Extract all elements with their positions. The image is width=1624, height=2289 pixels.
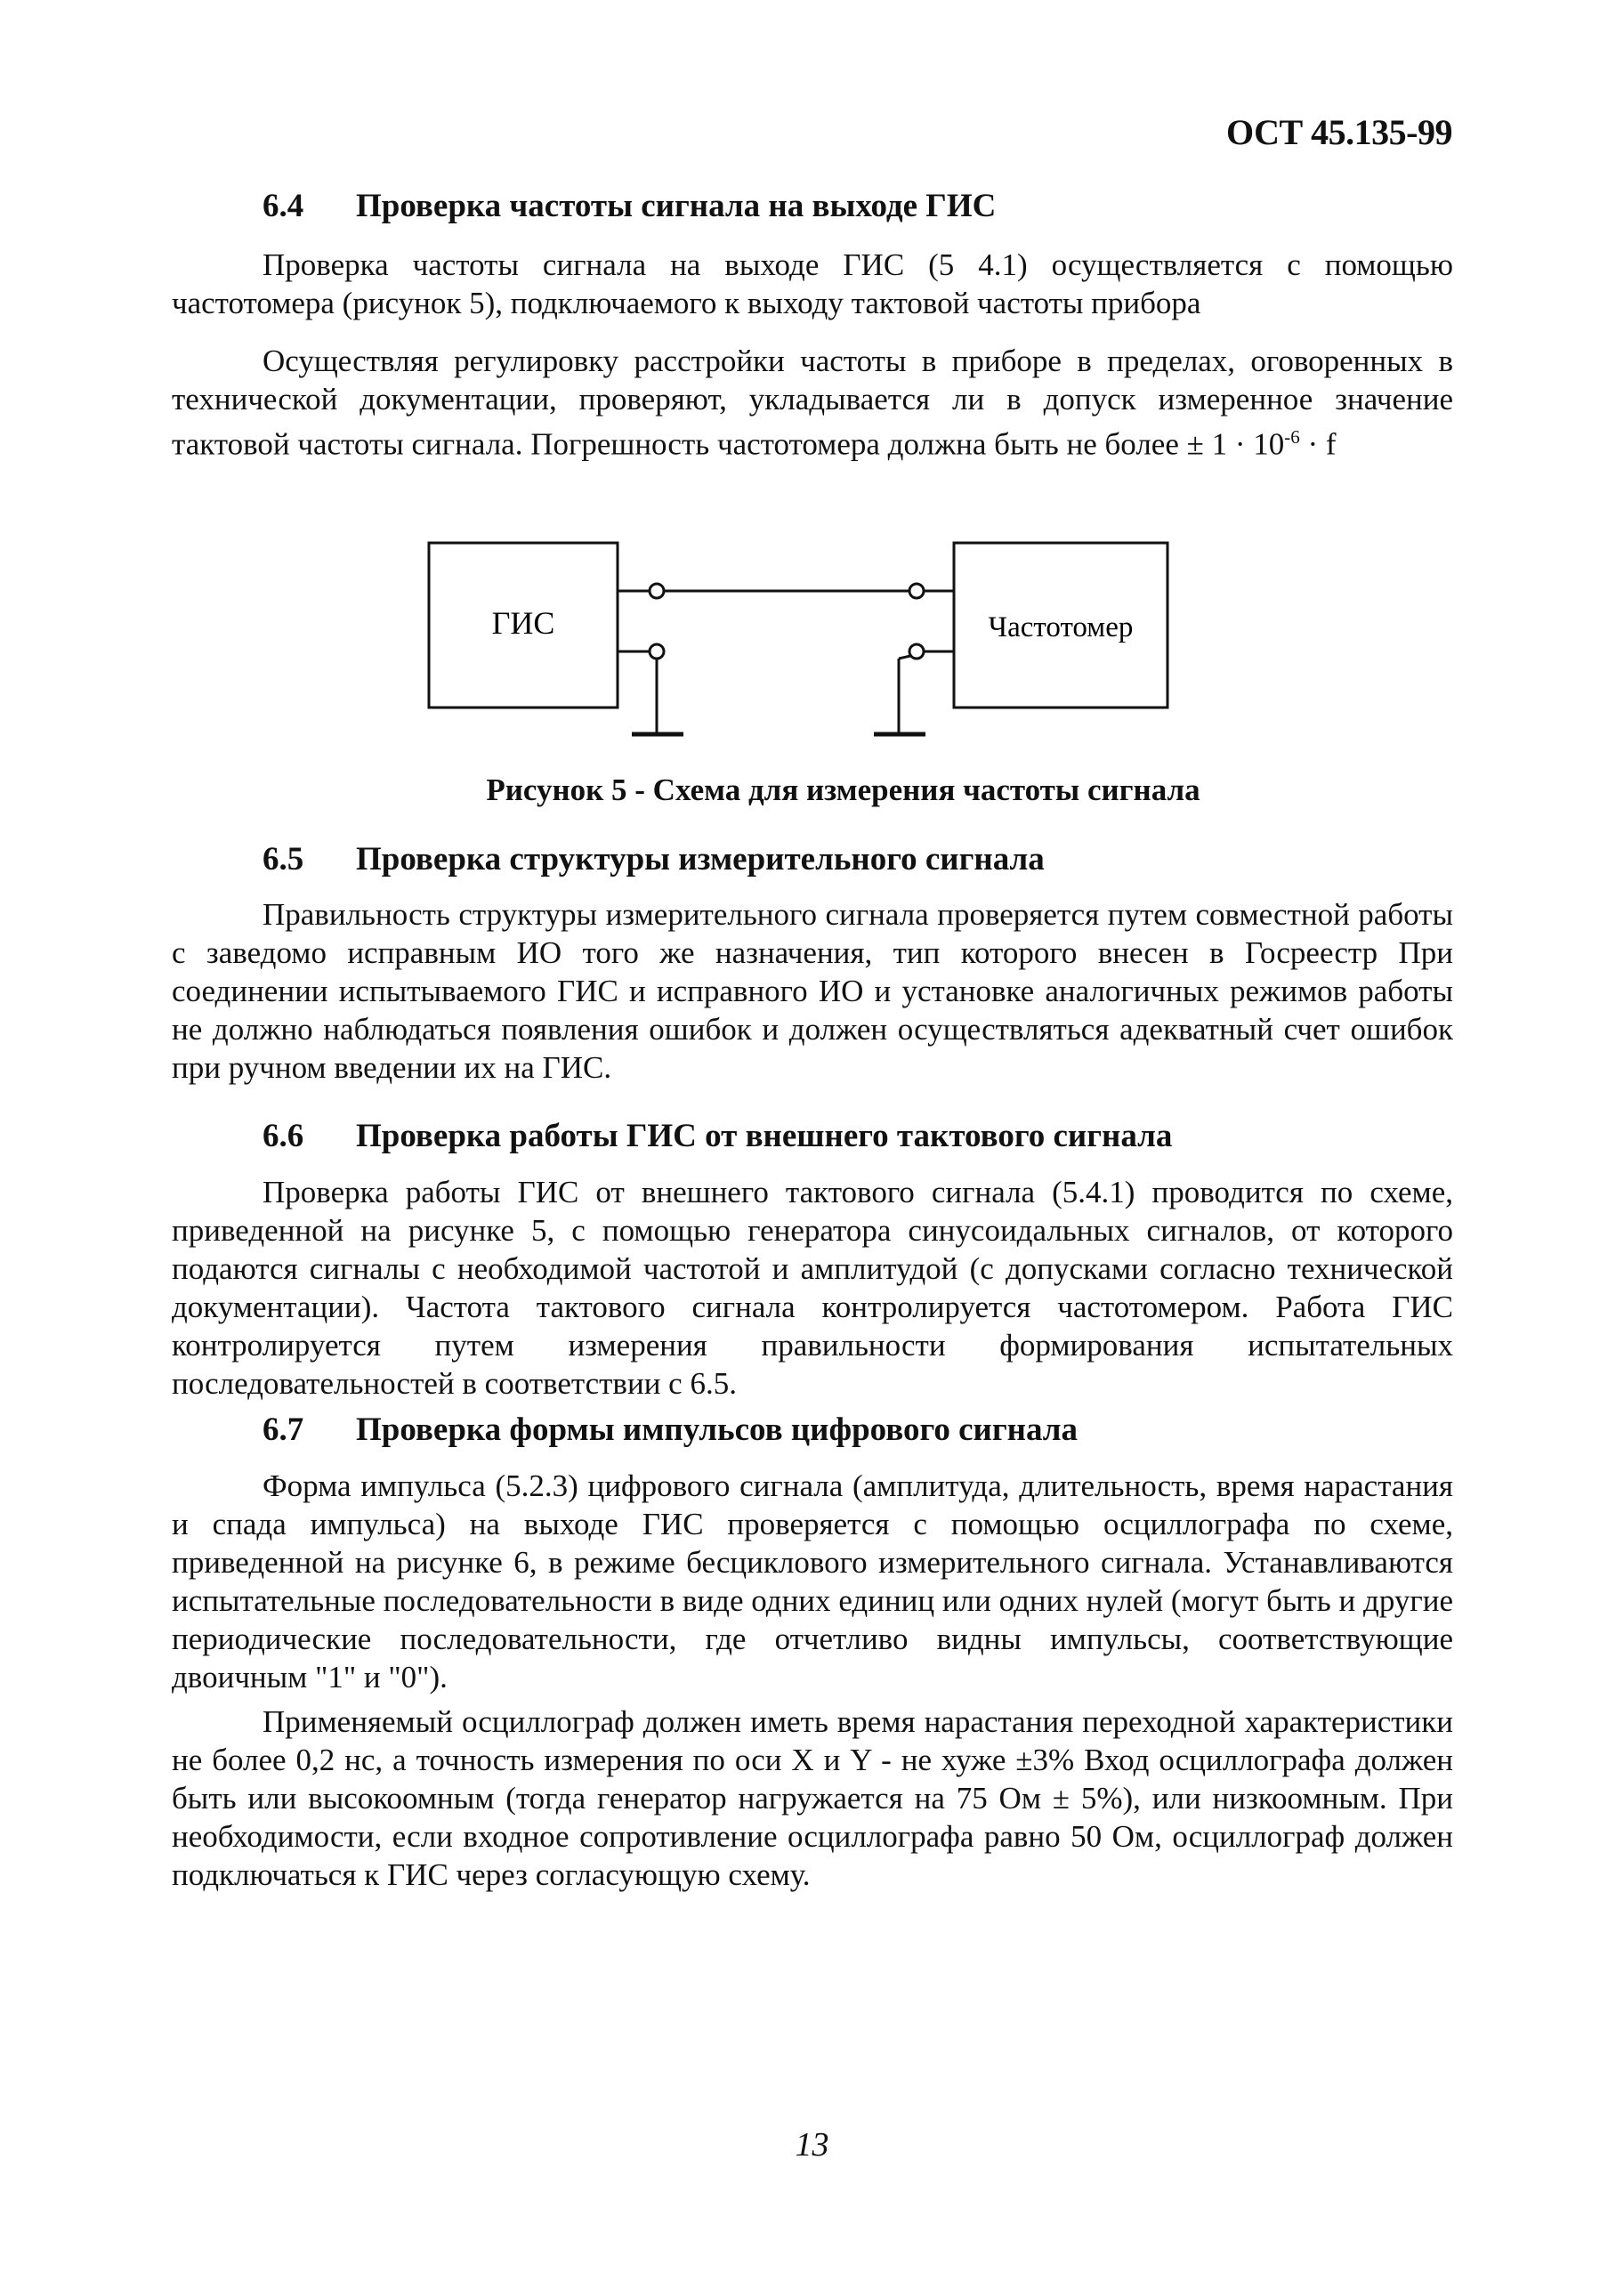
meter-input-terminal bbox=[909, 584, 924, 598]
gis-ground-terminal bbox=[650, 644, 664, 659]
formula-tail: · f bbox=[1299, 426, 1337, 462]
section-title: Проверка частоты сигнала на выходе ГИС bbox=[356, 188, 997, 224]
section-heading-6-4 bbox=[263, 187, 996, 225]
frequency-measurement-diagram bbox=[418, 534, 1184, 756]
page-number: 13 bbox=[795, 2126, 829, 2164]
section-title: Проверка формы импульсов цифрового сигнала bbox=[356, 1411, 1079, 1448]
section-number: 6.5 bbox=[263, 841, 304, 878]
paragraph-6-4-1: Проверка частоты сигнала на выходе ГИС (5 4.1) осуществляется с помощью частотомера (рисунок 5), подключаемого к выходу тактовой частоты прибора bbox=[172, 247, 1453, 320]
frequency-meter-box-label: Частотомер bbox=[988, 611, 1134, 643]
paragraph-6-7-1: Форма импульса (5.2.3) цифрового сигнала (амплитуда, длительность, время нарастания и спада импульса) на выходе ГИС проверяется с помощью осциллографа по схеме, приведенной на рисунке 6, в режиме бесциклового измерительного сигнала. Устанавливаются испытательные последовательности в виде одних единиц или одних нулей (могут быть и другие периодические последовательности, где отчетливо видны импульсы, соответствующие двоичным "1" и "0"). bbox=[172, 1468, 1453, 1695]
document-code: ОСТ 45.135-99 bbox=[1226, 112, 1452, 152]
figure-caption: Рисунок 5 - Схема для измерения частоты сигнала bbox=[486, 772, 1200, 807]
section-title: Проверка структуры измерительного сигнала bbox=[356, 841, 1045, 878]
paragraph-6-6-1: Проверка работы ГИС от внешнего тактового сигнала (5.4.1) проводится по схеме, приведенной на рисунке 5, с помощью генератора синусоидальных сигналов, от которого подаются сигналы с необходимой частотой и амплитудой (с допусками согласно технической документации). Частота тактового сигнала контролируется частотомером. Работа ГИС контролируется путем измерения правильности формирования испытательных последовательностей в соответствии с 6.5. bbox=[172, 1175, 1453, 1401]
section-title: Проверка работы ГИС от внешнего тактового сигнала bbox=[356, 1118, 1173, 1154]
section-heading-6-5 bbox=[263, 840, 1045, 878]
section-number: 6.7 bbox=[263, 1411, 304, 1448]
gis-output-terminal bbox=[650, 584, 664, 598]
formula-exponent: -6 bbox=[1284, 426, 1300, 448]
meter-ground-link bbox=[899, 656, 910, 659]
section-number: 6.6 bbox=[263, 1118, 304, 1154]
section-heading-6-6 bbox=[263, 1117, 1172, 1155]
paragraph-text: Осуществляя регулировку расстройки частоты в приборе в пределах, оговоренных в технической документации, проверяют, укладывается ли в допуск измеренное значение тактовой частоты сигнала. Погрешность частотомера должна быть не более ± 1 · 10 bbox=[172, 344, 1453, 462]
gis-box-label: ГИС bbox=[491, 605, 555, 641]
section-number: 6.4 bbox=[263, 188, 304, 224]
paragraph-6-7-2: Применяемый осциллограф должен иметь время нарастания переходной характеристики не более 0,2 нс, а точность измерения по оси X и Y - не хуже ±3% Вход осциллографа должен быть или высокоомным (тогда генератор нагружается на 75 Ом ± 5%), или низкоомным. При необходимости, если входное сопротивление осциллографа равно 50 Ом, осциллограф должен подключаться к ГИС через согласующую схему. bbox=[172, 1704, 1453, 1892]
meter-ground-terminal bbox=[909, 644, 924, 659]
paragraph-6-5-1: Правильность структуры измерительного сигнала проверяется путем совместной работы с заведомо исправным ИО того же назначения, тип которого внесен в Госреестр При соединении испытываемого ГИС и исправного ИО и установке аналогичных режимов работы не должно наблюдаться появления ошибок и должен осуществляться адекватный счет ошибок при ручном введении их на ГИС. bbox=[172, 897, 1453, 1085]
paragraph-6-4-2 bbox=[172, 342, 1453, 464]
section-heading-6-7 bbox=[263, 1411, 1078, 1449]
